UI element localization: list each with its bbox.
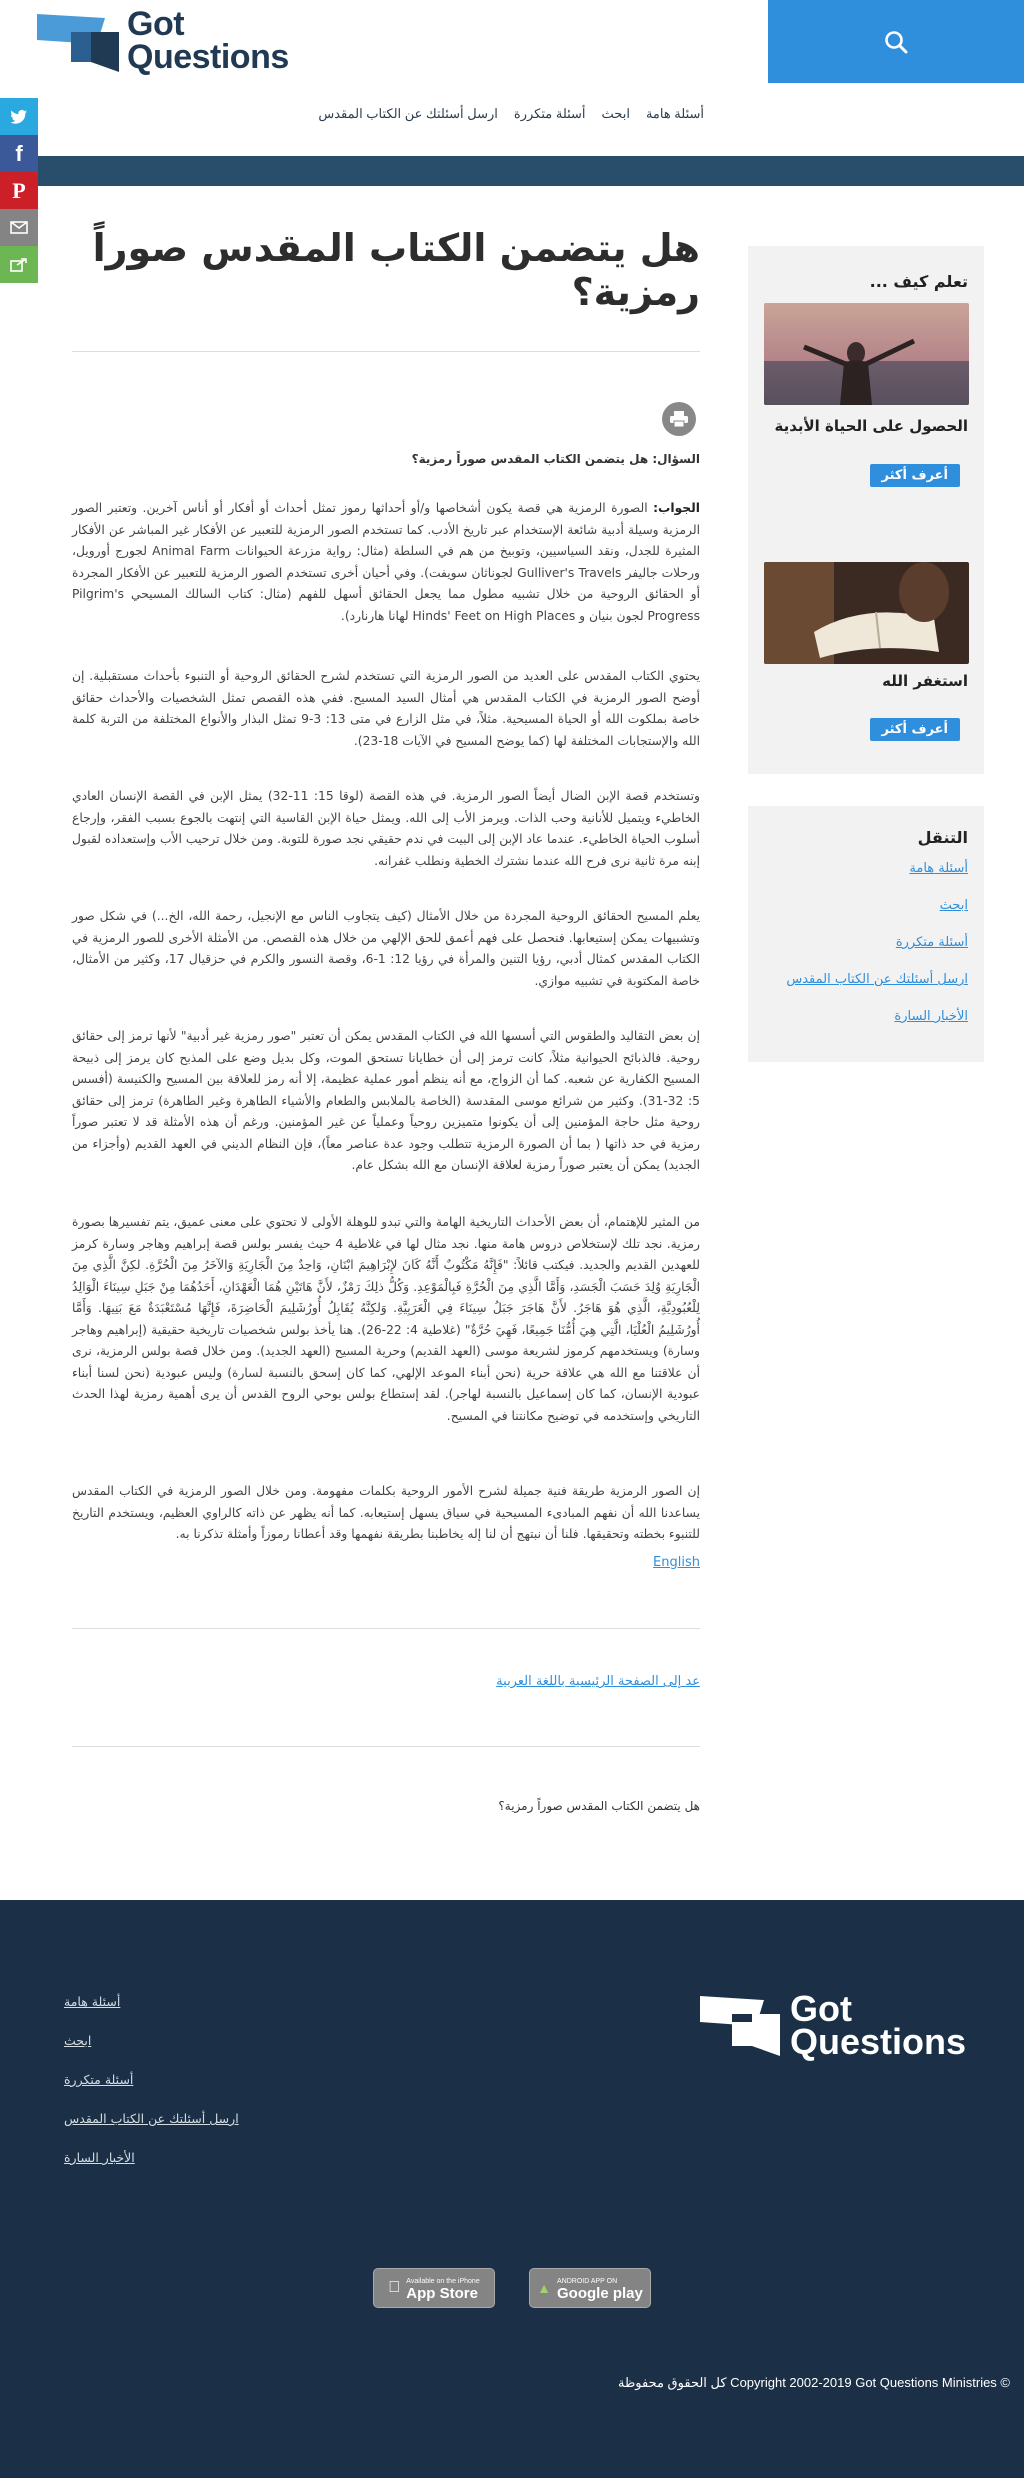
divider xyxy=(72,1628,700,1629)
logo-text: Got Questions xyxy=(127,5,289,76)
footer-link-important[interactable]: أسئلة هامة xyxy=(64,1994,121,2009)
sidebar-link-search[interactable]: ابحث xyxy=(939,898,968,913)
twitter-icon xyxy=(10,109,28,125)
footer-logo-icon xyxy=(698,1992,784,2062)
page-title: هل يتضمن الكتاب المقدس صوراً رمزية؟ xyxy=(92,226,700,314)
email-share-button[interactable] xyxy=(0,209,38,246)
search-button[interactable] xyxy=(768,0,1024,83)
answer-paragraph: الجواب: الصورة الرمزية هي قصة يكون أشخاصها و/أو أحداثها رموز تمثل أحداث أو أفكار أو أناس آخرين. وتعتبر الصور الرمزية وسيلة أدبية شائعة الإستخدام عبر تاريخ الأدب. كما تستخدم الصور الرمزية للتعبير عن الأفكار غير المباشر عن الأفكار المثيرة للجدل، ونقد السياسيين، وتوبيخ من هم في السلطة (مثال: رواية مزرعة الحيوانات Animal Farm لجورج أورويل، ورحلات جاليفر Gulliver's Travels لجوناثان سويفت). وفي أحيان أخرى تستخدم الصور الرمزية للتعبير عن الأفكار المجردة أو الحقائق الروحية من خلال تشبيه مطول مما يجعل الحقائق أسهل للفهم (مثال: كتاب السالك المسيحي Pilgrim's Progress لجون بنيان و Hinds' Feet on High Places لهانا هارنارد). xyxy=(72,501,700,623)
more-share-icon xyxy=(10,258,28,272)
navigation-box xyxy=(748,806,984,1062)
learn-more-button-1[interactable]: أعرف أكثر xyxy=(870,464,960,487)
paragraph: من المثير للإهتمام، أن بعض الأحداث التاريخية الهامة والتي تبدو للوهلة الأولى لا تحتوي على معنى عميق، يتم تفسيرها بصورة رمزية. نجد تلك لإستخلاص دروس هامة منها. نجد مثال لها في غلاطية 4 حيث يفسر بولس قصة إبراهيم وهاجر وسارة كرمز للعهدين القديم والجديد. فيكتب قائلاً: "فَإِنَّهُ مَكْتُوبٌ أَنَّهُ كَانَ لإِبْرَاهِيمَ ابْنَانِ، وَاحِدٌ مِنَ الْجَارِيَةِ وَالآخَرُ مِنَ الْحُرَّةِ. لكِنَّ الَّذِي مِنَ الْجَارِيَةِ وُلِدَ حَسَبَ الْجَسَدِ، وَأَمَّا الَّذِي مِنَ الْحُرَّةِ فَبِالْمَوْعِدِ. وَكُلُّ ذلِكَ رَمْزٌ، لأَنَّ هَاتَيْنِ هُمَا الْعَهْدَانِ، أَحَدُهُمَا مِنْ جَبَلِ سِينَاءَ الْوَالِدُ لِلْعُبُودِيَّةِ، الَّذِي هُوَ هَاجَرُ. لأَنَّ هَاجَرَ جَبَلُ سِينَاءَ فِي الْعَرَبِيَّةِ. وَلكِنَّهُ يُقَابِلُ أُورُشَلِيمَ الْحَاضِرَةَ، فَإِنَّهَا مُسْتَعْبَدَةٌ مَعَ بَنِيهَا. وَأَمَّا أُورُشَلِيمُ الْعُلْيَا، الَّتِي هِيَ أُمُّنَا جَمِيعًا، فَهِيَ حُرَّةٌ" (غلاطية 4: 22-26). هنا يأخذ بولس شخصيات تاريخية حقيقية (إبراهيم وهاجر وسارة) ويستخدمهم كرموز لشريعة موسى (العهد القديم) وحرية المسيح (العهد الجديد). ومن خلال قصة بولس الرمزية، نرى أن علاقتنا مع الله هي علاقة حرية (نحن أبناء الموعد الإلهي، كما كان إسحق بالنسبة لسارة) وليس عبودية (نحن لسنا أبناء عبودية الإنسان، كما كان إسماعيل بالنسبة لهاجر). لقد إستطاع بولس بوحي الروح القدس أن يرى أهمية رمزية لهذا الحدث التاريخي وإستخدمه في توضيح مكانتنا في المسيح. xyxy=(72,1215,700,1423)
breadcrumb: هل يتضمن الكتاب المقدس صوراً رمزية؟ xyxy=(498,1799,700,1813)
paragraph: وتستخدم قصة الإبن الضال أيضاً الصور الرمزية. في هذه القصة (لوقا 15: 11-32) يمثل الإبن في القصة الإنسان العادي الخاطيء ويتميل للأنانية وحب الذات. ويرمز الأب إلى الله. ويمثل حياة الإبن القاسية التي إنتهت بالجوع بسبب الفقر، وإرجاع أسلوب الحياة الخاطيء. عندما عاد الإبن إلى البيت في ندم حقيقي نجد صورة للتوبة. ومن خلال ترحيب الأب وإستعداده لقبول إبنه مرة ثانية نرى فرح الله عندما نشترك الخطية ونطلب غفرانه. xyxy=(72,789,700,868)
site-logo[interactable] xyxy=(35,5,315,78)
eternal-life-title: الحصول على الحياة الأبدية xyxy=(774,417,968,435)
answer-label: الجواب: xyxy=(653,501,700,515)
paragraph: إن بعض التقاليد والطقوس التي أسسها الله في الكتاب المقدس يمكن أن تعتبر "صور رمزية غير أدبية" لأنها ترمز إلى حقائق روحية. فالذبائح الحيوانية مثلاً، كانت ترمز إلى أن خطايانا تستحق الموت، وكل بديل وضع على المذبح كان يرمز إلى ذبيحة المسيح الكفارية عن شعبه. كما أن الزواج، مع أنه ينظم أمور عملية عظيمة، إلا أنه رمز للعلاقة بين المسيح والكنيسة (أفسس 5: 32-31). وكثير من شرائع موسى المقدسة (الخاصة بالملابس والطعام والأشياء الطاهرة وغير الطاهرة) ترمز إلى حقائق روحية مثل حاجة المؤمنين إلى أن يكونوا متميزين روحياً وعملياً عن غير المؤمنين. ورغم أن هذه الأمثلة قد لا تعتبر صوراً رمزية في حد ذاتها ( بما أن الصورة الرمزية تتطلب وجود عدة عناصر معاً)، فإن النظام الديني في العهد القديم (وأجزاء من الجديد) يمكن أن يعتبر صوراً رمزية لعلاقة الإنسان مع الله بشكل عام. xyxy=(72,1029,700,1172)
pinterest-icon: P xyxy=(12,177,26,203)
forgiveness-title: استغفر الله xyxy=(882,672,968,690)
divider xyxy=(72,1746,700,1747)
footer-link-good-news[interactable]: الأخبار السارة xyxy=(64,2150,135,2165)
question-line: السؤال: هل يتضمن الكتاب المقدس صوراً رمزية؟ xyxy=(411,452,700,466)
sidebar-link-important[interactable]: أسئلة هامة xyxy=(909,861,968,876)
sidebar-link-good-news[interactable]: الأخبار السارة xyxy=(894,1009,968,1024)
facebook-share-button[interactable] xyxy=(0,135,38,172)
print-button[interactable] xyxy=(662,402,696,436)
email-icon xyxy=(10,221,28,234)
divider xyxy=(72,351,700,352)
footer-logo[interactable] xyxy=(698,1992,784,2066)
forgiveness-photo xyxy=(764,562,969,664)
learn-how-box xyxy=(748,246,984,774)
facebook-icon: f xyxy=(15,140,23,166)
paragraph: يحتوي الكتاب المقدس على العديد من الصور الرمزية التي تستخدم لشرح الحقائق الروحية أو التنبوء بأحداث مستقبلية. إن أوضح الصور الرمزية في الكتاب المقدس هي أمثال السيد المسيح. ففي هذه القصص تمثل الشخصيات والأحداث حقائق خاصة بملكوت الله أو الحياة المسيحية. مثلاً، في مثل الزارع في متى 13: 3-9 تمثل البذار والأنواع المختلفة من التربة كلمة الله والإستجابات المختلفة لها (كما يوضح المسيح في الآيات 18-23). xyxy=(72,669,700,748)
copyright: كل الحقوق محفوظة Copyright 2002-2019 Got Questions Ministries © xyxy=(617,2375,1010,2390)
nav-search[interactable]: ابحث xyxy=(601,106,630,121)
footer-link-ask[interactable]: ارسل أسئلتك عن الكتاب المقدس xyxy=(64,2111,239,2126)
eternal-life-image xyxy=(764,303,968,409)
sidebar-link-ask[interactable]: ارسل أسئلتك عن الكتاب المقدس xyxy=(786,972,968,987)
apple-icon xyxy=(388,2279,400,2297)
back-to-home-link[interactable]: عد إلى الصفحة الرئيسية باللغة العربية xyxy=(496,1674,700,1689)
nav-ask-question[interactable]: ارسل أسئلتك عن الكتاب المقدس xyxy=(318,106,498,121)
english-version-link[interactable]: English xyxy=(653,1555,700,1570)
nav-important-questions[interactable]: أسئلة هامة xyxy=(645,106,704,121)
paragraph: إن الصور الرمزية طريقة فنية جميلة لشرح الأمور الروحية بكلمات مفهومة. ومن خلال الصور الرمزية في الكتاب المقدس يساعدنا الله أن نفهم المبادىء المسيحية في سياق يسهل إستيعابه. كما أنه يظهر عن ذاته كالراوي العظيم، ويستخدم التاريخ للتنبوء بخطته وتحقيقها. فلنا أن نبتهج أن لنا إله يخاطبنا بطريقة نفهمها وقد أعطانا رموزاً وأمثلة تذكرنا به. xyxy=(72,1484,700,1541)
sidebar-link-faq[interactable]: أسئلة متكررة xyxy=(895,935,968,950)
footer-logo-text: Got Questions xyxy=(790,1988,967,2062)
pinterest-share-button[interactable] xyxy=(0,172,38,209)
share-bar xyxy=(0,98,38,283)
site-footer xyxy=(0,1900,1024,2478)
more-share-button[interactable] xyxy=(0,246,38,283)
app-store-button[interactable]: Available on the iPhone App Store xyxy=(373,2268,495,2308)
android-icon: ▲ xyxy=(537,2280,551,2296)
site-header xyxy=(0,0,1024,155)
forgiveness-image xyxy=(764,562,969,668)
navigation-title: التنقل xyxy=(917,828,968,847)
learn-more-button-2[interactable]: أعرف أكثر xyxy=(870,718,960,741)
twitter-share-button[interactable] xyxy=(0,98,38,135)
learn-how-title: تعلم كيف ... xyxy=(869,272,968,291)
footer-link-faq[interactable]: أسئلة متكررة xyxy=(64,2072,134,2087)
main-nav xyxy=(318,106,704,122)
eternal-life-photo xyxy=(764,303,969,405)
print-icon xyxy=(669,410,689,428)
search-icon xyxy=(883,29,909,55)
logo-icon xyxy=(35,8,125,78)
footer-link-search[interactable]: ابحث xyxy=(64,2033,92,2048)
google-play-button[interactable]: ▲ ANDROID APP ON Google play xyxy=(529,2268,651,2308)
paragraph: يعلم المسيح الحقائق الروحية المجردة من خلال الأمثال (كيف يتجاوب الناس مع الإنجيل، رحمة الله، الخ...) في شكل صور وتشبيهات يمكن إستيعابها. فنحصل على فهم أعمق للحق الإلهي من خلال هذه القصص. من الأمثلة الأخرى للصور الرمزية في الكتاب المقدس كمثال أدبي، رؤيا التنين والمرأة في رؤيا 12: 1-6، وقصة النسور والكرم في حزقيال 17، وكثير من الأمثال، خاصة المكتوبة في تشبيه موازي. xyxy=(72,909,700,988)
nav-faq[interactable]: أسئلة متكررة xyxy=(513,106,586,121)
nav-bar xyxy=(0,156,1024,186)
